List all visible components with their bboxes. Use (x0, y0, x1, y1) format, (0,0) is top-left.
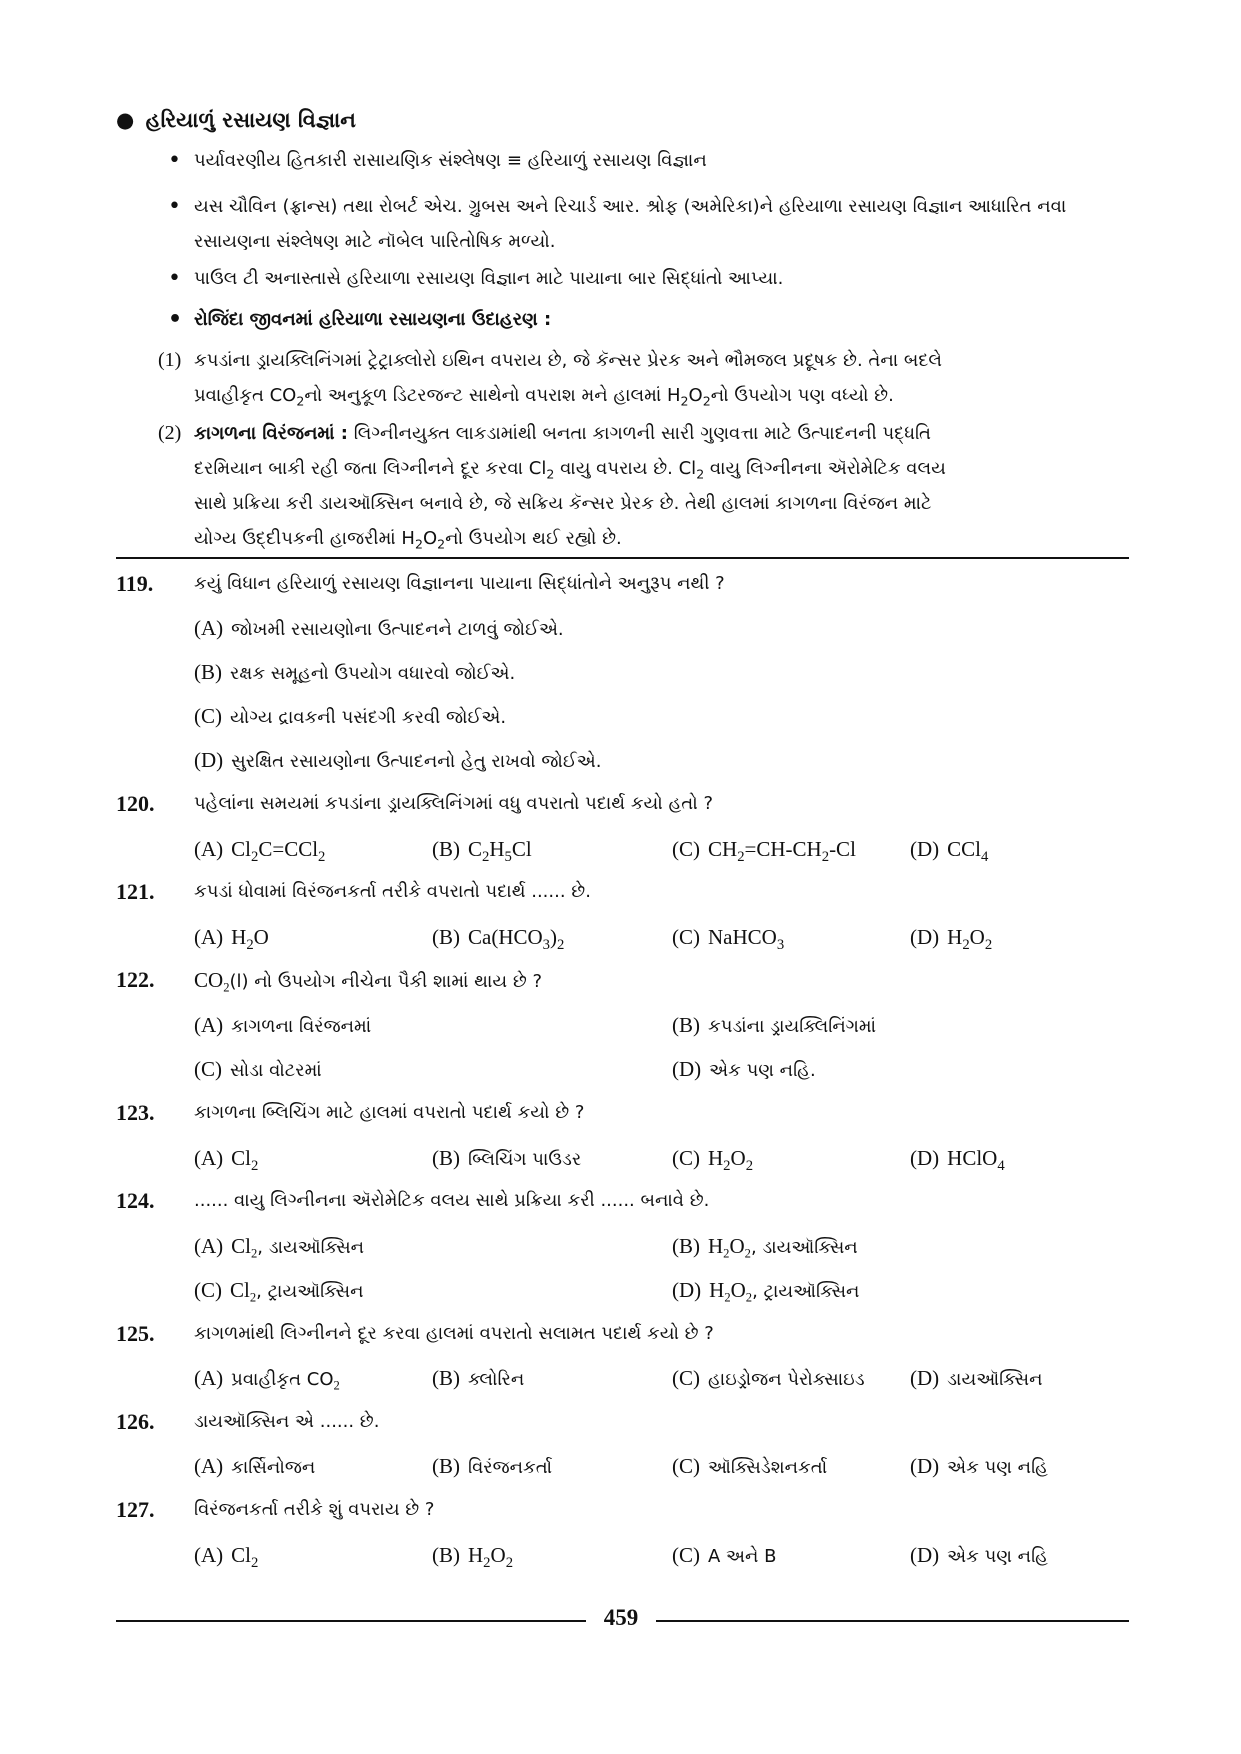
option-d: (D) ડાયઑક્સિન (910, 1366, 1043, 1390)
question-number: 127. (116, 1497, 155, 1522)
option-a: (A) $Cl_2$ (194, 1146, 259, 1175)
question-number: 120. (116, 791, 155, 816)
question-text: કાગળના બ્લિચિંગ માટે હાલમાં વપરાતો પદાર્થ કયો છે ? (194, 1102, 585, 1123)
option-a: (A) $Cl_2$ (194, 1543, 259, 1572)
example-line: યોગ્ય ઉદ્દીપકની હાજરીમાં $H_2O_2નો$ ઉપયોગ થઈ રહ્યો છે. (194, 528, 622, 552)
option-b: (B) $H_2O_2$, ડાયઑક્સિન (672, 1234, 858, 1261)
section-title-text: હરિયાળું રસાયણ વિજ્ઞાન (145, 108, 356, 132)
option-a: (A) કાગળના વિરંજનમાં (194, 1013, 372, 1037)
option-a: (A) $Cl_2$, ડાયઑક્સિન (194, 1234, 365, 1261)
option-c: (C) યોગ્ય દ્રાવકની પસંદગી કરવી જોઈએ. (194, 704, 507, 728)
option-c: (C) A અને B (672, 1543, 777, 1567)
question-text: વિરંજનકર્તા તરીકે શું વપરાય છે ? (194, 1499, 435, 1520)
option-d: (D) CCl$_4$ (910, 837, 989, 866)
question-text: ...... વાયુ લિગ્નીનના ઍરોમેટિક વલય સાથે પ્રક્રિયા કરી ...... બનાવે છે. (194, 1190, 710, 1211)
question-text: ડાયઑક્સિન એ ...... છે. (194, 1411, 380, 1432)
option-d: (D) એક પણ નહિ (910, 1454, 1048, 1478)
question-124 (116, 1184, 1129, 1218)
option-b: (B) રક્ષક સમૂહનો ઉપયોગ વધારવો જોઈએ. (194, 660, 516, 684)
bullet-point: • પર્યાવરણીય હિતકારી રાસાયણિક સંશ્લેષણ ≡ હરિયાળું રસાયણ વિજ્ઞાન (194, 143, 707, 178)
example-2 (158, 416, 1130, 556)
question-number: 122. (116, 967, 155, 992)
option-b: (B) બ્લિચિંગ પાઉડર (432, 1146, 582, 1170)
section-title (116, 108, 356, 133)
option-a: (A) કાર્સિનોજન (194, 1454, 316, 1478)
option-a: (A) પ્રવાહીકૃત $CO_2$ (194, 1366, 340, 1393)
example-line: કાગળના વિરંજનમાં : લિગ્નીનયુક્ત લાકડામાંથી બનતા કાગળની સારી ગુણવત્તા માટે ઉત્પાદનની પદ્ધતિ (194, 423, 931, 444)
question-number: 119. (116, 571, 154, 596)
option-c: (C) NaHCO$_3$ (672, 925, 785, 954)
example-line: દરમિયાન બાકી રહી જતા લિગ્નીનને દૂર કરવા $Cl_2$ વાયુ વપરાય છે. $Cl_2$ વાયુ લિગ્નીનના ઍરોમેટિક વલય (194, 458, 946, 482)
question-text: કયું વિધાન હરિયાળું રસાયણ વિજ્ઞાનના પાયાના સિદ્ધાંતોને અનુરૂપ નથી ? (194, 573, 725, 594)
question-number: 126. (116, 1409, 155, 1434)
option-c: (C) $CH_2=CH-CH_2-Cl$ (672, 837, 856, 866)
example-number: (2) (158, 422, 182, 444)
example-line: કપડાંના ડ્રાયક્લિનિંગમાં ટ્રેટ્રાક્લોરો ઇથિન વપરાય છે, જે કૅન્સર પ્રેરક અને ભૌમજલ પ્રદૂષક છે. તેના બદલે (194, 350, 942, 371)
question-number: 125. (116, 1321, 155, 1346)
question-text: પહેલાંના સમયમાં કપડાંના ડ્રાયક્લિનિંગમાં વધુ વપરાતો પદાર્થ કયો હતો ? (194, 793, 714, 814)
option-a: (A) જોખમી રસાયણોના ઉત્પાદનને ટાળવું જોઈએ. (194, 616, 564, 640)
option-b: (B) $Ca(HCO_3)_2$ (432, 925, 565, 954)
footer-rule-right (656, 1620, 1129, 1622)
option-d: (D) HClO$_4$ (910, 1146, 1005, 1175)
option-c: (C) હાઇડ્રોજન પેરોક્સાઇડ (672, 1366, 865, 1390)
option-d: (D) સુરક્ષિત રસાયણોના ઉત્પાદનનો હેતુ રાખવો જોઈએ. (194, 748, 602, 772)
question-number: 121. (116, 879, 155, 904)
option-b: (B) ક્લોરિન (432, 1366, 525, 1390)
question-123 (116, 1096, 1129, 1130)
question-121 (116, 875, 1129, 909)
option-d: (D) $H_2O_2$, ટ્રાયઑક્સિન (672, 1278, 860, 1305)
bullet-heading: • રોજિંદા જીવનમાં હરિયાળા રસાયણના ઉદાહરણ : (194, 302, 551, 337)
option-d: (D) એક પણ નહિ (910, 1543, 1048, 1567)
option-b: (B) વિરંજનકર્તા (432, 1454, 553, 1478)
bullet-point: • યસ ચૌવિન (ફ્રાન્સ) તથા રોબર્ટ એચ. ગ્રુબસ અને રિચાર્ડ આર. શ્રોફ (અમેરિકા)ને હરિયાળા રસાયણ વિજ્ઞાન આધારિત નવા રસાયણના સંશ્લેષણ માટે નૉબેલ પારિતોષિક મળ્યો. (194, 189, 1129, 259)
bullet-icon: ● (116, 108, 135, 132)
question-127 (116, 1493, 1129, 1527)
question-119 (116, 567, 1129, 601)
option-d: (D) એક પણ નહિ. (672, 1057, 816, 1081)
question-number: 124. (116, 1188, 155, 1213)
option-c: (C) ઑક્સિડેશનકર્તા (672, 1454, 828, 1478)
option-a: (A) $Cl_2C=CCl_2$ (194, 837, 326, 866)
option-b: (B) કપડાંના ડ્રાયક્લિનિંગમાં (672, 1013, 877, 1037)
footer-rule-left (116, 1620, 586, 1622)
question-text: કાગળમાંથી લિગ્નીનને દૂર કરવા હાલમાં વપરાતો સલામત પદાર્થ કયો છે ? (194, 1323, 714, 1344)
example-heading: કાગળના વિરંજનમાં : (194, 423, 348, 444)
example-number: (1) (158, 349, 182, 371)
section-divider (116, 557, 1129, 559)
bullet-point: • પાઉલ ટી અનાસ્તાસે હરિયાળા રસાયણ વિજ્ઞાન માટે પાયાના બાર સિદ્ધાંતો આપ્યા. (194, 261, 783, 296)
question-126 (116, 1405, 1129, 1439)
option-b: (B) $C_2H_5Cl$ (432, 837, 532, 866)
question-text: કપડાં ધોવામાં વિરંજનકર્તા તરીકે વપરાતો પદાર્થ ...... છે. (194, 881, 591, 902)
example-1 (158, 343, 1130, 413)
example-line: સાથે પ્રક્રિયા કરી ડાયઑક્સિન બનાવે છે, જે સક્રિય કૅન્સર પ્રેરક છે. તેથી હાલમાં કાગળના વિરંજન માટે (194, 493, 932, 514)
option-d: (D) $H_2O_2$ (910, 925, 993, 954)
option-b: (B) $H_2O_2$ (432, 1543, 514, 1572)
example-line: પ્રવાહીકૃત $CO_2નો$ અનુકૂળ ડિટરજન્ટ સાથેનો વપરાશ મને હાલમાં $H_2O_2નો$ ઉપયોગ પણ વધ્યો છે. (194, 385, 894, 409)
option-c: (C) સોડા વોટરમાં (194, 1057, 322, 1081)
question-125 (116, 1317, 1129, 1351)
option-a: (A) $H_2O$ (194, 925, 269, 954)
question-number: 123. (116, 1100, 155, 1125)
question-122 (116, 963, 1129, 997)
option-c: (C) $Cl_2$, ટ્રાયઑક્સિન (194, 1278, 364, 1305)
question-120 (116, 787, 1129, 821)
option-c: (C) $H_2O_2$ (672, 1146, 754, 1175)
question-text: $CO_2(l)$ નો ઉપયોગ નીચેના પૈકી શામાં થાય છે ? (194, 968, 543, 995)
page-number: 459 (603, 1605, 639, 1630)
